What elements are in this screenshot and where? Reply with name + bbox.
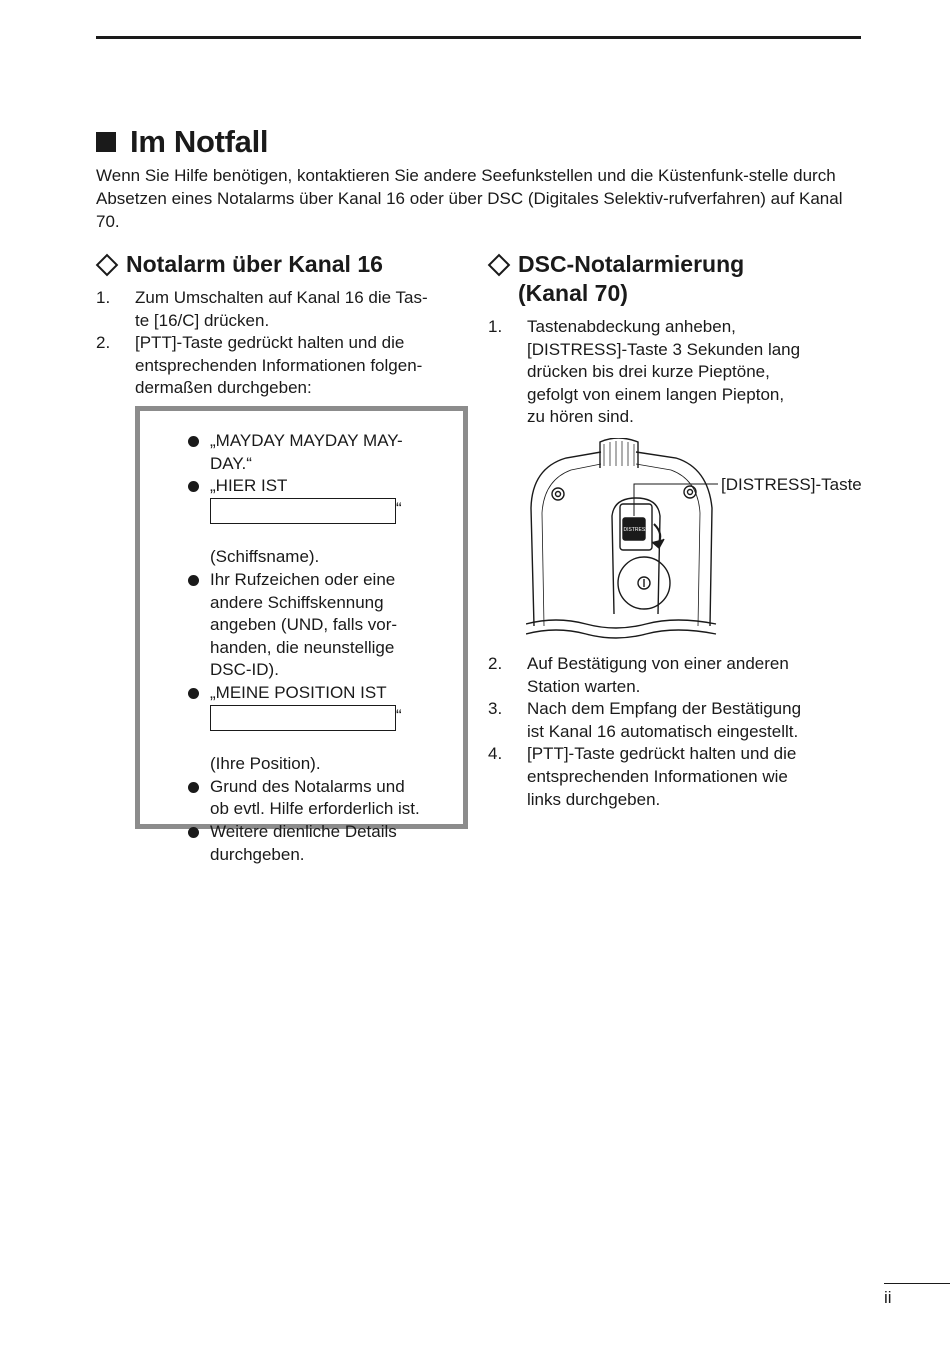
step-text: Zum Umschalten auf Kanal 16 die Tas- te [16/C] drücken.	[135, 288, 428, 330]
bullet-icon	[188, 827, 199, 838]
right-column	[488, 250, 868, 429]
list-item	[488, 653, 868, 698]
bullet-icon	[188, 575, 199, 586]
bullet-icon	[188, 688, 199, 699]
bullet-text: „MEINE POSITION IST	[210, 682, 387, 702]
right-steps-a	[488, 316, 868, 429]
step-text: Nach dem Empfang der Bestätigung ist Kanal 16 automatisch eingestellt.	[527, 699, 802, 741]
page-number: ii	[884, 1288, 892, 1307]
vessel-name-blank	[210, 498, 396, 524]
closing-quote: “	[396, 498, 402, 518]
step-text: [PTT]-Taste gedrückt halten und die entsprechenden Informationen folgen- dermaßen durchgeben:	[135, 333, 423, 398]
bullet-text: Weitere dienliche Details durchgeben.	[210, 821, 397, 864]
page-title-text: Im Notfall	[130, 124, 269, 159]
step-text: Tastenabdeckung anheben, [DISTRESS]-Taste 3 Sekunden lang drücken bis drei kurze Pieptöne, gefolgt von einem langen Piepton, zu hören sind.	[527, 317, 801, 427]
bullet-text: Ihr Rufzeichen oder eine andere Schiffskennung angeben (UND, falls vor- handen, die neunstellige DSC-ID).	[210, 569, 398, 680]
step-number: 4.	[488, 744, 503, 764]
step-text: Auf Bestätigung von einer anderen Station warten.	[527, 654, 789, 696]
list-item	[184, 682, 456, 776]
bullet-text: Grund des Notalarms und ob evtl. Hilfe erforderlich ist.	[210, 776, 420, 819]
bullet-icon	[188, 436, 199, 447]
bullet-text: „HIER IST	[210, 476, 288, 496]
distress-button-label: DISTRESS	[623, 527, 649, 533]
radio-distress-illustration	[526, 438, 866, 648]
step-number: 3.	[488, 699, 503, 719]
left-heading-text: Notalarm über Kanal 16	[126, 251, 383, 277]
list-item	[184, 475, 456, 569]
closing-quote: “	[396, 705, 402, 725]
list-item	[488, 743, 868, 811]
list-item	[96, 332, 476, 400]
list-item	[184, 776, 456, 821]
list-item	[488, 698, 868, 743]
section-square-icon	[96, 132, 116, 152]
bullet-text: (Ihre Position).	[210, 754, 321, 774]
distress-message-box	[135, 406, 468, 864]
step-number: 1.	[488, 317, 503, 336]
fill-in-row	[210, 498, 456, 524]
left-column	[96, 250, 476, 400]
bullet-icon	[188, 782, 199, 793]
diamond-icon	[96, 254, 119, 277]
page-title	[96, 122, 268, 162]
list-item	[184, 821, 456, 866]
right-steps-b	[488, 653, 868, 811]
intro-paragraph: Wenn Sie Hilfe benötigen, kontaktieren Sie andere Seefunkstellen und die Küstenfunk-stelle durch Absetzen eines Notalarms über Kanal 16 oder über DSC (Digitales Selektiv-rufverfahren) auf Kanal 70.	[96, 166, 843, 231]
right-steps-b-container	[488, 653, 868, 811]
right-heading	[488, 250, 868, 308]
position-blank	[210, 705, 396, 731]
top-rule	[96, 36, 861, 39]
step-number: 1.	[96, 288, 111, 307]
left-heading	[96, 250, 476, 279]
left-steps	[96, 287, 476, 400]
right-heading-text: DSC-Notalarmierung (Kanal 70)	[518, 251, 745, 306]
page-number-rule	[884, 1283, 950, 1284]
list-item	[488, 316, 868, 429]
bullet-text: „MAYDAY MAYDAY MAY- DAY.“	[210, 431, 403, 473]
step-number: 2.	[488, 654, 503, 673]
list-item	[184, 569, 456, 682]
list-item	[184, 430, 456, 475]
bullet-text: (Schiffsname).	[210, 547, 320, 567]
fill-in-row	[210, 705, 456, 731]
list-item	[96, 287, 476, 332]
diamond-icon	[488, 254, 511, 277]
distress-callout-label: [DISTRESS]-Taste	[721, 475, 862, 494]
distress-message-list	[184, 430, 456, 866]
step-number: 2.	[96, 333, 111, 353]
step-text: [PTT]-Taste gedrückt halten und die entsprechenden Informationen wie links durchgeben.	[527, 744, 797, 809]
bullet-icon	[188, 481, 199, 492]
